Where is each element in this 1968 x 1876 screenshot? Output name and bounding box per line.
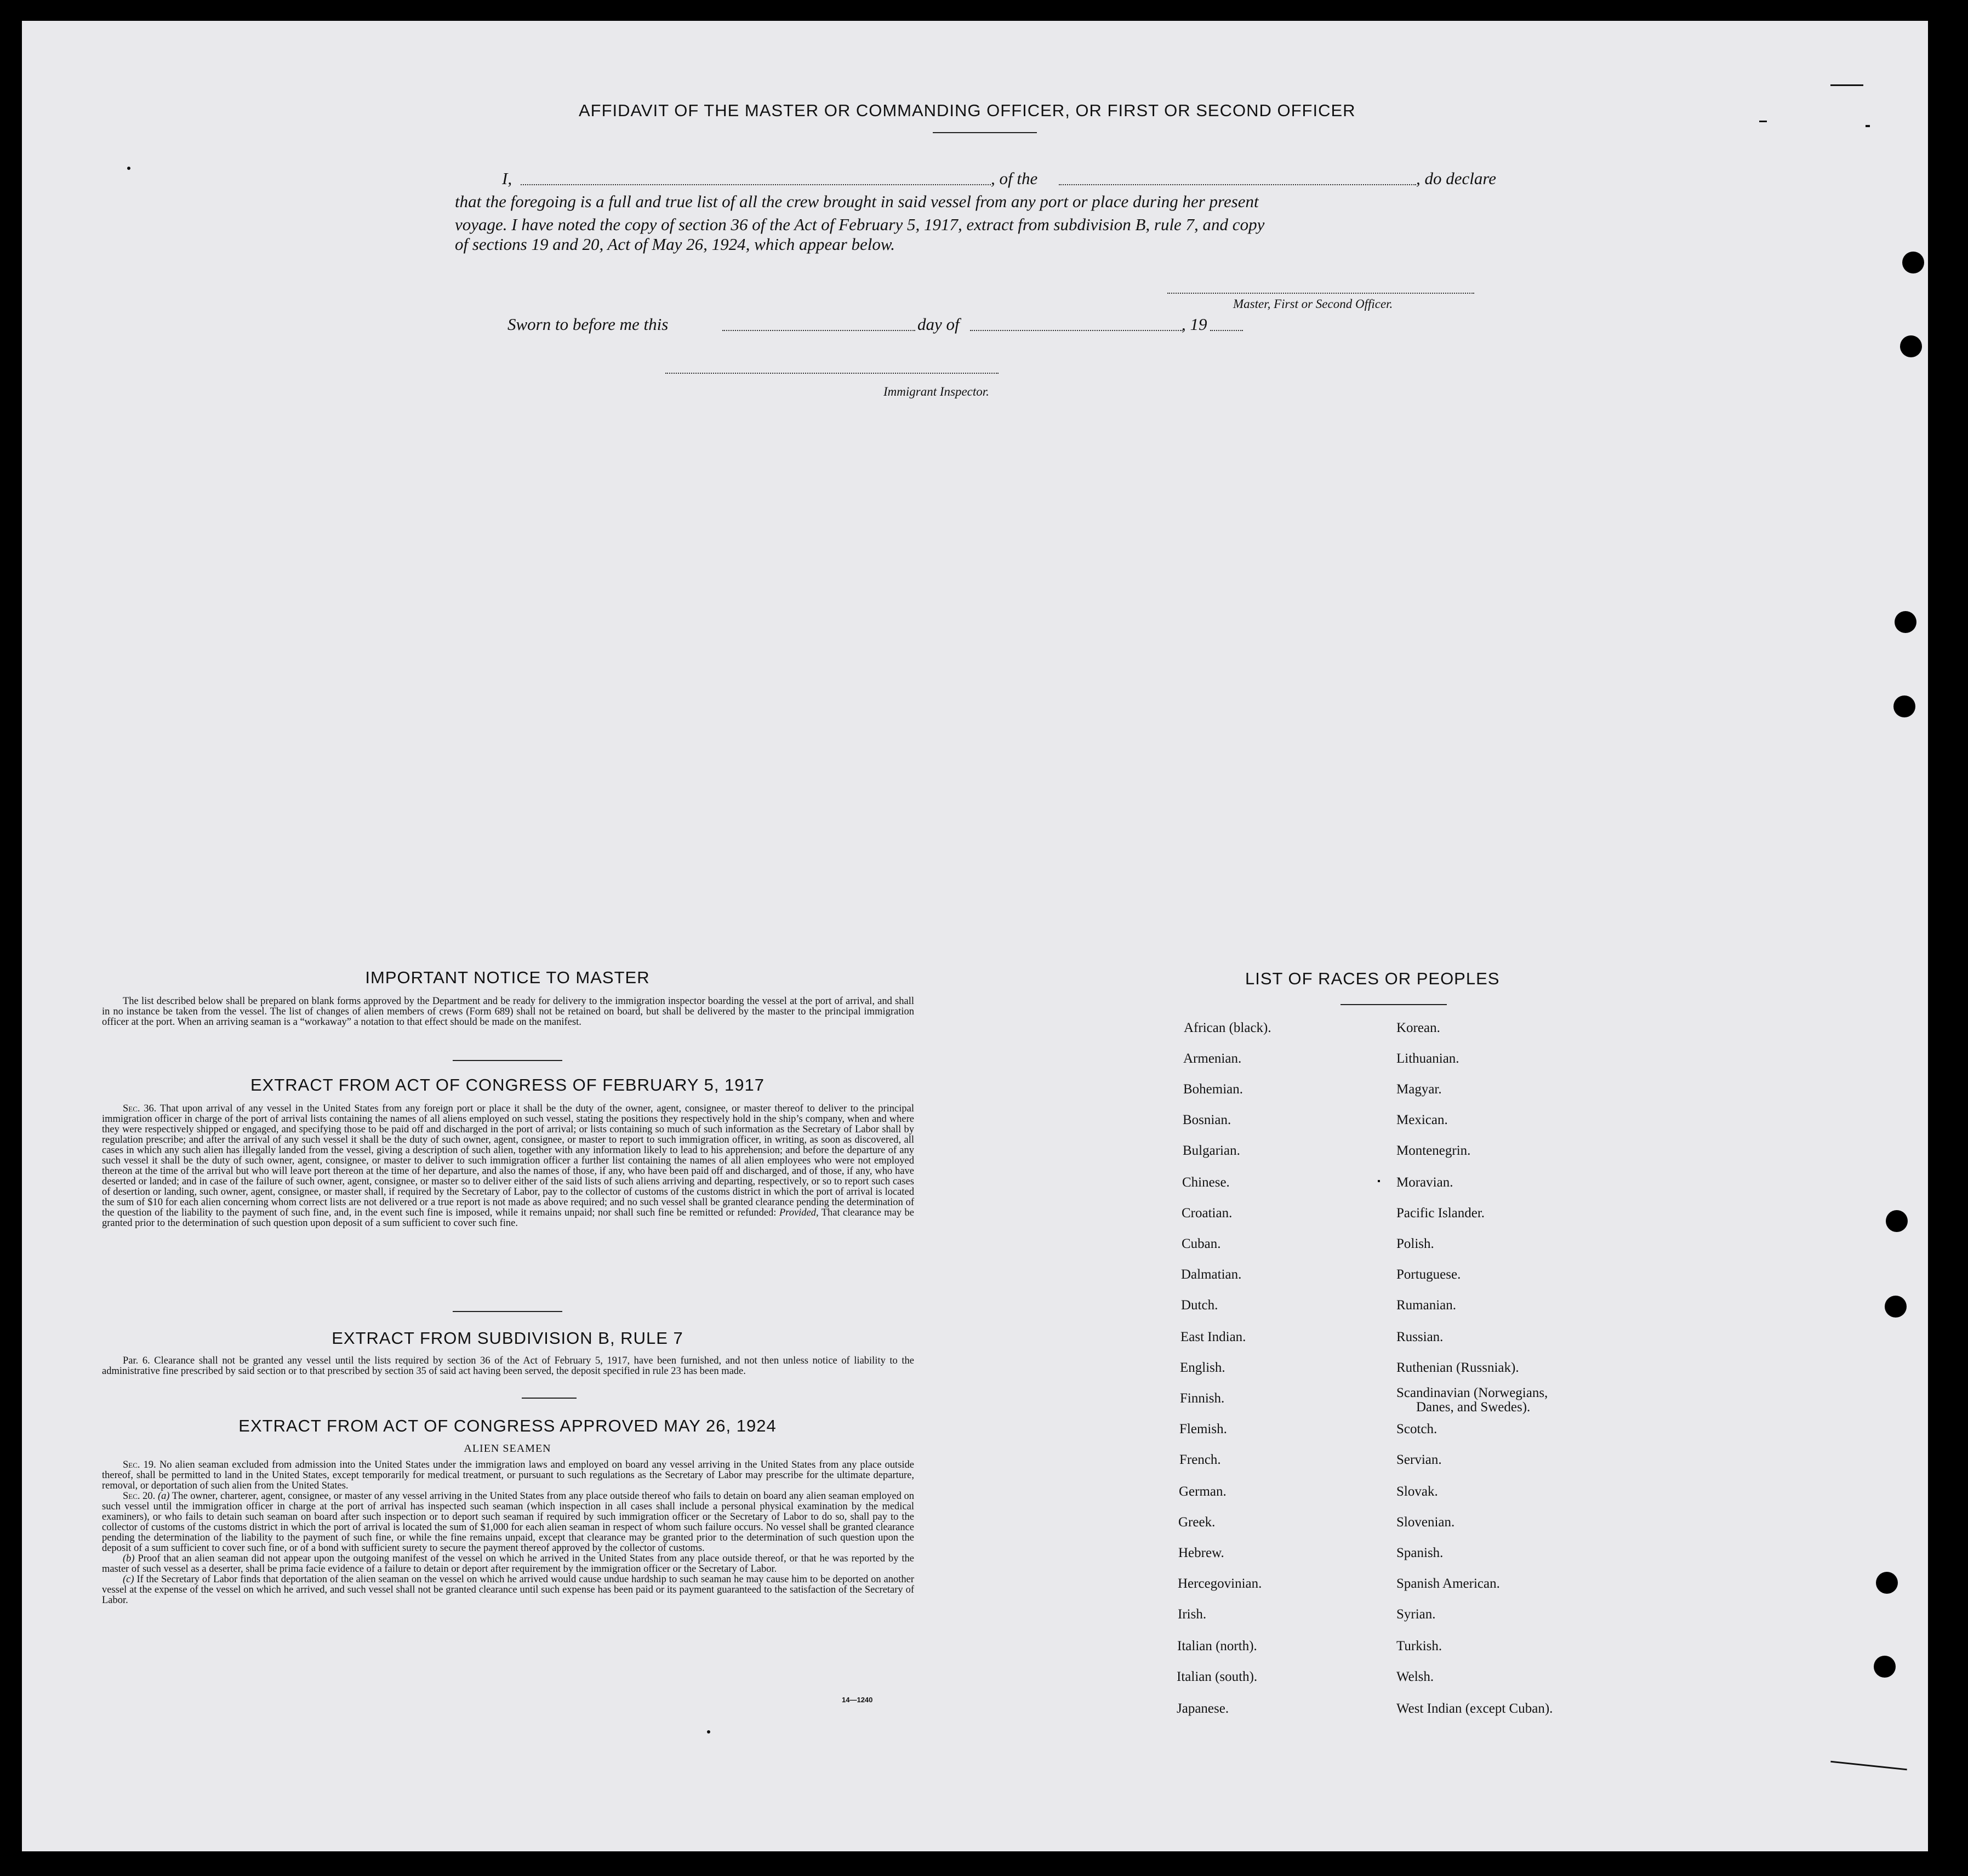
punch-hole (1900, 335, 1922, 357)
extract-1917-title: EXTRACT FROM ACT OF CONGRESS OF FEBRUARY 5, 1917 (250, 1075, 765, 1094)
race-item-polish: Polish. (1396, 1236, 1434, 1251)
race-item-italian-south: Italian (south). (1177, 1669, 1258, 1684)
declaration-line-4: of sections 19 and 20, Act of May 26, 1924, which appear below. (455, 235, 895, 254)
punch-hole (1886, 1210, 1908, 1232)
master-signature-field[interactable] (1167, 293, 1474, 294)
race-item-moravian: Moravian. (1396, 1175, 1453, 1190)
race-item-scotch: Scotch. (1396, 1422, 1438, 1436)
race-item-finnish: Finnish. (1180, 1391, 1225, 1406)
section-rule (522, 1398, 577, 1399)
section-rule (453, 1311, 562, 1312)
race-item-african-black: African (black). (1184, 1020, 1271, 1035)
vessel-name-field[interactable] (1059, 184, 1416, 185)
sworn-year-prefix: , 19 (1182, 315, 1207, 334)
race-item-mexican: Mexican. (1396, 1113, 1448, 1127)
section-36-end: That clearance may be granted prior to the determination of such question upon deposit of a sum sufficient to cover such fine. (102, 1207, 915, 1229)
rule7-paragraph: Par. 6. Clearance shall not be granted any vessel until the lists required by section 36 of the Act of February 5, 1917, have been furnished, and not then unless notice of liability to the administrative fine prescribed by said section or to that prescribed by section 35 of said act having been served, the deposit specified in rule 23 has been made. (102, 1355, 914, 1377)
race-item-hercegovinian: Hercegovinian. (1178, 1576, 1262, 1591)
scan-speck (1830, 84, 1863, 86)
section-20c-mark: (c) (123, 1574, 134, 1585)
race-item-magyar: Magyar. (1396, 1082, 1442, 1097)
race-item-bulgarian: Bulgarian. (1183, 1143, 1240, 1158)
race-item-servian: Servian. (1396, 1452, 1442, 1467)
sworn-statement: Sworn to before me this (507, 315, 669, 334)
race-item-welsh: Welsh. (1396, 1669, 1434, 1684)
race-item-west-indian-except-cuban: West Indian (except Cuban). (1396, 1701, 1553, 1716)
punch-hole (1876, 1572, 1898, 1594)
punch-hole (1874, 1656, 1896, 1678)
section-36-body: That upon arrival of any vessel in the United States from any foreign port or place it shall be the duty of the owner, agent, consignee, or master thereof to deliver to the principal immigration officer in charge of the port of arrival lists containing the names of all aliens employed on such vessel, stating the positions they respectively hold in the ship’s company, when and where they were respectively shipped or engaged, and specifying those to be paid off and discharged in the port of arrival; or lists containing so much of such information as the Secretary of Labor shall by regulation prescribe; and after the arrival of any such vessel it shall be the duty of such owner, agent, consignee, or master to report to such immigration officer, in writing, as soon as discovered, all cases in which any such alien has illegally landed from the vessel, giving a description of such alien, together with any information likely to lead to his apprehension; and before the departure of any such vessel it shall be the duty of such owner, agent, consignee, or master to deliver to such immigration officer a further list containing the names of all alien employees who were not employed thereon at the time of the arrival but who will leave port thereon at the time of her departure, and also the names of those, if any, who have been paid off and discharged, and of those, if any, who have deserted or landed; and in case of the failure of such owner, agent, consignee, or master so to deliver either of the said lists of such aliens arriving and departing, respectively, or so to report such cases of desertion or landing, such owner, agent, consignee, or master shall, if required by the Secretary of Labor, pay to the collector of customs of the customs district in which the port of arrival is located the sum of $10 for each alien concerning whom correct lists are not delivered or a true report is not made as above required; and no such vessel shall be granted clearance pending the determination of the question of the liability to the payment of such fine, and, in the event such fine is imposed, while it remains unpaid; nor shall such fine be remitted or refunded: (102, 1103, 915, 1218)
race-item-hebrew: Hebrew. (1178, 1546, 1224, 1560)
section-20-label: Sec. 20. (123, 1491, 156, 1502)
section-20a-mark: (a) (157, 1491, 170, 1502)
inspector-signature-field[interactable] (665, 373, 999, 374)
race-item-dalmatian: Dalmatian. (1181, 1267, 1242, 1282)
provided-word: Provided, (779, 1207, 819, 1218)
extract-1917-text (102, 1104, 914, 1229)
punch-hole (1902, 252, 1924, 273)
section-rule (453, 1060, 562, 1061)
race-item-bohemian: Bohemian. (1183, 1082, 1243, 1097)
races-title: LIST OF RACES OR PEOPLES (1245, 969, 1500, 988)
scan-speck (1378, 1180, 1380, 1182)
race-item-armenian: Armenian. (1183, 1051, 1242, 1066)
declaration-of-the: , of the (991, 169, 1038, 188)
race-item-chinese: Chinese. (1182, 1175, 1230, 1190)
race-item-syrian: Syrian. (1396, 1607, 1436, 1622)
race-item-lithuanian: Lithuanian. (1396, 1051, 1459, 1066)
section-20a-body: The owner, charterer, agent, consignee, or master of any vessel arriving in the United States from any place outside thereof who fails to detain on board any alien seaman employed on such vessel until the immigration officer in charge at the port of arrival has inspected such seaman (which inspection in all cases shall include a personal physical examination by the medical examiners), or who fails to detain such seaman on board after such inspection or to deport such seaman if required by such immigration officer or the Secretary of Labor to do so, shall pay to the collector of customs of the customs district in which the port of arrival is located the sum of $1,000 for each alien seaman in respect of whom such failure occurs. No vessel shall be granted clearance pending the determination of the liability to the payment of such fine, or while the fine remains unpaid, except that clearance may be granted prior to the determination of such question upon the deposit of a sum sufficient to cover such fine, or of a bond with sufficient surety to secure the payment thereof approved by the collector of customs. (102, 1491, 914, 1554)
race-item-scandinavian-continued: Danes, and Swedes). (1416, 1400, 1531, 1415)
section-19-label: Sec. 19. (123, 1459, 156, 1470)
section-36-label: Sec. 36. (123, 1103, 157, 1114)
race-item-russian: Russian. (1396, 1330, 1444, 1344)
race-item-spanish: Spanish. (1396, 1546, 1444, 1560)
punch-hole (1893, 695, 1915, 717)
sworn-year-field[interactable] (1210, 330, 1243, 331)
race-item-turkish: Turkish. (1396, 1639, 1442, 1653)
section-19-body: No alien seaman excluded from admission into the United States under the immigration laws and employed on board any vessel arriving in the United States from any place outside thereof, shall be permitted to land in the United States, except temporarily for medical treatment, or pursuant to such regulations as the Secretary of Labor may prescribe for the ultimate departure, removal, or deportation of such alien from the United States. (102, 1459, 914, 1491)
scan-speck (707, 1730, 710, 1734)
race-item-german: German. (1179, 1484, 1227, 1499)
scan-speck (1759, 121, 1767, 122)
section-20c-body: If the Secretary of Labor finds that deportation of the alien seaman on the vessel on which he arrived would cause undue hardship to such seaman he may cause him to be deported on another vessel at the expense of the vessel on which he arrived, and such vessel shall not be granted clearance until such expense has been paid or its payment guaranteed to the satisfaction of the Secretary of Labor. (102, 1574, 914, 1606)
sworn-day-of: day of (917, 315, 960, 334)
race-item-dutch: Dutch. (1181, 1298, 1218, 1313)
affidavit-title: AFFIDAVIT OF THE MASTER OR COMMANDING OFFICER, OR FIRST OR SECOND OFFICER (579, 101, 1356, 120)
notice-paragraph: The list described below shall be prepared on blank forms approved by the Department and be ready for delivery to the immigration inspector boarding the vessel at the port of arrival, and shall in no instance be taken from the vessel. The list of changes of alien members of crews (Form 689) shall not be retained on board, but shall be delivered by the master to the principal immigration officer at the port. When an arriving seaman is a “workaway” a notation to that effect should be made on the manifest. (102, 996, 914, 1028)
race-item-croatian: Croatian. (1182, 1206, 1233, 1221)
extract-1924-subtitle: ALIEN SEAMEN (464, 1442, 551, 1455)
inspector-label: Immigrant Inspector. (883, 385, 989, 398)
sworn-day-field[interactable] (722, 330, 915, 331)
race-item-flemish: Flemish. (1179, 1422, 1227, 1436)
race-item-slovenian: Slovenian. (1396, 1515, 1455, 1530)
punch-hole (1895, 611, 1916, 633)
title-rule (933, 132, 1037, 133)
section-20b-body: Proof that an alien seaman did not appear upon the outgoing manifest of the vessel on which he arrived in the United States from any place outside thereof, or that he was reported by the master of such vessel as a deserter, shall be prima facie evidence of a failure to detain or deport after requirement by the immigration officer or the Secretary of Labor. (102, 1553, 915, 1575)
notice-text (102, 996, 914, 1028)
race-item-east-indian: East Indian. (1180, 1330, 1246, 1344)
race-item-korean: Korean. (1396, 1020, 1440, 1035)
notice-title: IMPORTANT NOTICE TO MASTER (365, 968, 650, 987)
race-item-rumanian: Rumanian. (1396, 1298, 1457, 1313)
extract-rule7-text (102, 1356, 914, 1377)
scan-speck (127, 167, 130, 170)
races-title-rule (1340, 1004, 1447, 1005)
section-20b-mark: (b) (123, 1553, 135, 1564)
race-item-pacific-islander: Pacific Islander. (1396, 1206, 1485, 1221)
race-item-spanish-american: Spanish American. (1396, 1576, 1500, 1591)
race-item-cuban: Cuban. (1182, 1236, 1221, 1251)
extract-1924-title: EXTRACT FROM ACT OF CONGRESS APPROVED MAY 26, 1924 (238, 1416, 777, 1435)
race-item-bosnian: Bosnian. (1183, 1113, 1231, 1127)
race-item-irish: Irish. (1178, 1607, 1207, 1622)
sworn-month-field[interactable] (970, 330, 1183, 331)
extract-1924-text (102, 1460, 914, 1606)
declaration-line-2: that the foregoing is a full and true list of all the crew brought in said vessel from any port or place during her present (455, 192, 1259, 211)
race-item-portuguese: Portuguese. (1396, 1267, 1461, 1282)
extract-rule7-title: EXTRACT FROM SUBDIVISION B, RULE 7 (332, 1328, 683, 1348)
race-item-italian-north: Italian (north). (1177, 1639, 1257, 1653)
punch-hole (1885, 1296, 1907, 1318)
declaration-do-declare: , do declare (1416, 169, 1497, 188)
race-item-montenegrin: Montenegrin. (1396, 1143, 1471, 1158)
race-item-french: French. (1179, 1452, 1221, 1467)
master-signature-label: Master, First or Second Officer. (1233, 297, 1393, 311)
race-item-scandinavian-norwegians: Scandinavian (Norwegians, (1396, 1385, 1548, 1400)
race-item-english: English. (1180, 1360, 1225, 1375)
scan-speck (1866, 125, 1870, 127)
form-number: 14—1240 (842, 1696, 873, 1704)
race-item-slovak: Slovak. (1396, 1484, 1438, 1499)
declaration-line-3: voyage. I have noted the copy of section 36 of the Act of February 5, 1917, extract from subdivision B, rule 7, and copy (455, 215, 1265, 234)
race-item-greek: Greek. (1178, 1515, 1216, 1530)
declaration-i: I, (502, 169, 512, 188)
race-item-ruthenian-russniak: Ruthenian (Russniak). (1396, 1360, 1519, 1375)
declarant-name-field[interactable] (521, 184, 991, 185)
race-item-japanese: Japanese. (1177, 1701, 1229, 1716)
